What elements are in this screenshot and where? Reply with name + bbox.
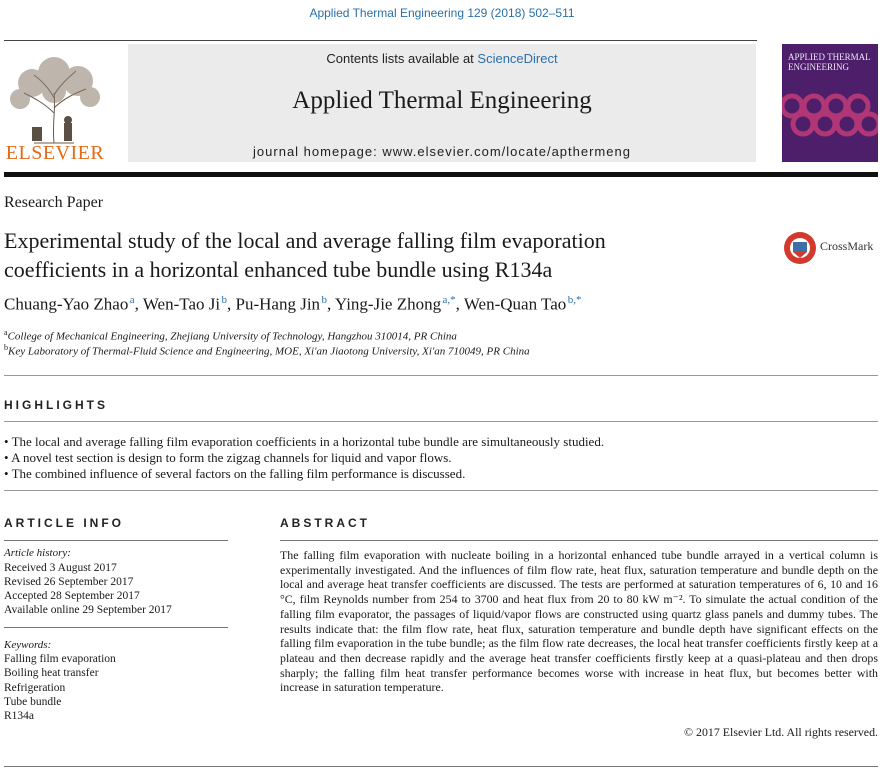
bottom-divider	[4, 766, 878, 767]
contents-line	[128, 51, 756, 66]
abstract-heading: ABSTRACT	[280, 516, 370, 530]
article-info-heading: ARTICLE INFO	[4, 516, 124, 530]
affiliation-a	[4, 328, 457, 343]
journal-title: Applied Thermal Engineering	[292, 87, 592, 114]
affiliation-mark[interactable]: b	[321, 294, 327, 306]
history-entry: Available online 29 September 2017	[4, 604, 172, 616]
header-thick-divider	[4, 172, 878, 177]
article-title	[4, 226, 764, 284]
author-list: Chuang-Yao Zhao $^a$, Wen-Tao Ji $^b$, Pu-Hang Jin $^b$, Ying-Jie Zhong $^{a,*}$, Wen-Quan Tao $^{b,*}$	[4, 294, 582, 314]
affiliation-mark[interactable]: a,*	[442, 294, 456, 306]
keyword[interactable]: Refrigeration	[4, 682, 66, 694]
highlights-heading: HIGHLIGHTS	[4, 398, 108, 412]
keyword[interactable]: R134a	[4, 710, 35, 722]
sciencedirect-link[interactable]: ScienceDirect	[477, 51, 558, 66]
affiliation-text: Key Laboratory of Thermal-Fluid Science and Engineering, MOE, Xi'an Jiaotong University, Xi'an 710049, PR China	[8, 345, 530, 358]
author-name[interactable]: Wen-Quan Tao	[463, 294, 567, 314]
author-name[interactable]: Wen-Tao Ji	[142, 294, 221, 314]
highlight-item: • The combined influence of several factors on the falling film performance is discussed.	[4, 466, 466, 481]
keywords-label: Keywords:	[4, 639, 52, 651]
author-name[interactable]: Pu-Hang Jin	[235, 294, 321, 314]
keyword[interactable]: Falling film evaporation	[4, 653, 116, 665]
affiliation-mark[interactable]: b	[221, 294, 228, 306]
contents-prefix: Contents lists available at	[326, 51, 478, 66]
copyright-notice: © 2017 Elsevier Ltd. All rights reserved.	[684, 725, 878, 739]
cover-title: APPLIED THERMAL ENGINEERING	[788, 52, 871, 72]
author-name[interactable]: Ying-Jie Zhong	[334, 294, 442, 314]
title-line-2: coefficients in a horizontal enhanced tube bundle using R134a	[4, 257, 553, 282]
affiliation-text: College of Mechanical Engineering, Zhejiang University of Technology, Hangzhou 310014, PR China	[7, 330, 457, 343]
journal-homepage-link[interactable]: journal homepage: www.elsevier.com/locate/apthermeng	[253, 144, 631, 159]
divider	[4, 375, 878, 376]
history-entry: Accepted 28 September 2017	[4, 590, 140, 602]
journal-header-box	[128, 44, 756, 162]
keyword[interactable]: Tube bundle	[4, 696, 62, 708]
article-history-label: Article history:	[4, 547, 71, 559]
keyword[interactable]: Boiling heat transfer	[4, 667, 99, 679]
affiliation-letter: b	[4, 343, 8, 352]
divider	[4, 627, 228, 628]
elsevier-wordmark: ELSEVIER	[5, 142, 105, 164]
crossmark-label[interactable]: CrossMark	[820, 239, 874, 253]
highlight-item: • A novel test section is design to form the zigzag channels for liquid and vapor flows.	[4, 450, 452, 465]
history-entry: Revised 26 September 2017	[4, 576, 134, 588]
divider	[4, 421, 878, 422]
top-divider	[4, 40, 757, 41]
highlight-item: • The local and average falling film evaporation coefficients in a horizontal tube bundle are simultaneously studied.	[4, 434, 605, 449]
affiliation-mark[interactable]: a	[129, 294, 135, 306]
divider	[4, 540, 228, 541]
journal-citation-link[interactable]: Applied Thermal Engineering 129 (2018) 502–511	[309, 6, 575, 20]
affiliation-mark[interactable]: b,*	[567, 294, 582, 306]
title-line-1: Experimental study of the local and average falling film evaporation	[4, 228, 606, 253]
author-name[interactable]: Chuang-Yao Zhao	[4, 294, 129, 314]
divider	[280, 540, 878, 541]
affiliation-b	[4, 343, 530, 358]
affiliation-letter: a	[4, 328, 8, 337]
divider	[4, 490, 878, 491]
history-entry: Received 3 August 2017	[4, 562, 117, 574]
abstract-body: The falling film evaporation with nucleate boiling in a horizontal enhanced tube bundle arrayed in a vertical column is experimentally investigated. And the influences of film flow rate, heat flux, saturation temperature and bundle depth on the local and average heat transfer coefficients are discussed. The tests are performed at saturation temperatures of 6, 10 and 16 °C, film Reynolds number from 254 to 3700 and heat flux from 20 to 80 kW m⁻². To simulate the actual condition of the falling film evaporator, the passages of liquid/vapor flows are constructed using quartz glass panels and dummy tubes. The results indicate that: the film flow rate, heat flux, saturation temperature and bundle depth have significant effects on the falling film evaporation in the tube bundle; as the film flow rate decreases, the local heat transfer coefficients firstly keep at a plateau and then decrease rapidly and the average heat transfer coefficients firstly keep at a quasi-plateau and then drops sharply; the falling film heat transfer performance becomes worse with increase in heat flux, but becomes better with increase in saturation temperature.	[280, 548, 878, 695]
article-type: Research Paper	[4, 194, 104, 211]
journal-cover-thumbnail[interactable]	[782, 44, 878, 162]
